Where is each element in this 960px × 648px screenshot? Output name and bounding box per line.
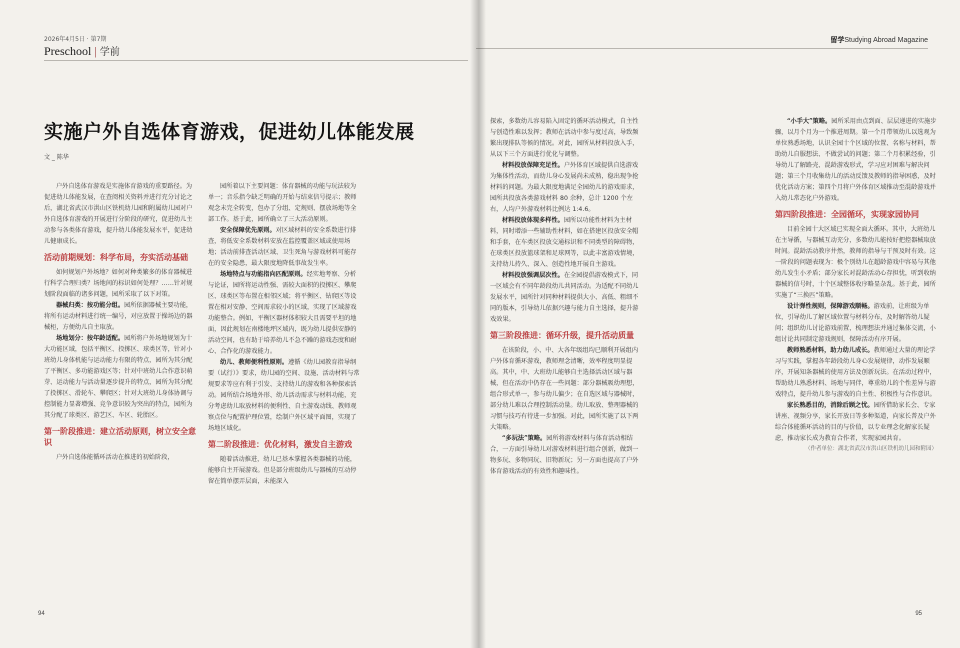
section-heading: 第二阶段推进：优化材料，激发自主游戏	[208, 440, 352, 449]
lead-phrase: 家长熟悉目的，消除后顾之忧。	[787, 402, 874, 409]
lead-phrase: 设计弹性规则，保障游戏顺畅。	[787, 303, 874, 310]
section-english: Preschool	[44, 44, 92, 58]
lead-phrase: 材料投放强调层次性。	[502, 272, 564, 279]
paragraph	[208, 225, 360, 269]
section-heading: 第四阶段推进：全园循环，实现家园协同	[775, 210, 919, 219]
section-chinese: 学前	[99, 47, 120, 58]
left-column-1	[44, 181, 196, 611]
paragraph: 在该阶段，小、中、大各年级组均已顺利开展组内户外体育循环游戏，教师理念清晰，效率程度明显提高。其中，中、大班幼儿能够自主选择活动区域与器械，但在活动中仍存在一些问题：部分器械吸幼理想，组合形式单一，参与幼儿偏少；在自选区域与器械时，部分幼儿难以合理控制活动量。幼儿取放、整理器械的习惯与技巧有待进一步加强。对此，园所实施了以下两大策略。	[490, 347, 639, 431]
paragraph-text: 园所借助家长会、专家讲座、视频分享，家长开放日等多种渠道，向家长普及户外综合体能循环活动的目的与价值，以专业理念化解家长疑虑，推动家长成为教育合作者，实现家园共育。	[775, 402, 936, 442]
paragraph-text: 游戏前，让班级为单位，引导幼儿了解区域位置与材料分布，及时解答幼儿疑问；组织幼儿讨论游戏前置，梳理想法并通过集体交流，小组讨论共同制定游戏规则，保障活动有序开展。	[775, 303, 936, 343]
paragraph: 探索，多数幼儿容易陷入固定的循环活动模式，自主性与创造性难以发挥；教师在活动中参与度过高，导致频繁出现排队等候的情况。对此，园所从材料投放入手，从以下三个方面进行优化与调整。	[490, 118, 639, 158]
paragraph-text: 园所以功能性材料为主材料，同时增添一些辅助性材料，如在搭建区投放安全帽和手套，在车类区投放交通标识和不同类型的障碍物，在球类区投放篮球架和足球网等，以此丰富游戏情境，支持幼儿持久、深入、创造性地开展自主游戏。	[490, 217, 639, 268]
section-header	[44, 43, 120, 59]
section-heading: 第三阶段推进：循环升级，提升活动质量	[490, 331, 634, 340]
paragraph-text: 教师通过大量的理论学习与实践，掌握各年龄段幼儿身心发展规律，动作发展顺序，开展知条器械的使用方法及创新玩法。在活动过程中，帮助幼儿熟悉材料、场地与同伴，尊重幼儿的个性差异与游戏特点，提升幼儿参与游戏的自主性、积极性与合作意识。	[775, 347, 936, 398]
paragraph-text: 园所依据器械主要功能，将所有运动材料进行统一编号，对应放置于操场边的器械柜，方便幼儿自主取放。	[44, 302, 193, 331]
author-line: 文 _ 陈华	[44, 154, 69, 161]
paragraph-text: 对区域材料的安全系数进行排查，将低安全系数材料安放在监控覆盖区域或使用场地；活动前排查活动区域、卫生死角与游戏材料可能存在的安全隐患，最大限度地降低事故发生率。	[208, 227, 357, 267]
article-title: 实施户外自选体育游戏，促进幼儿体能发展	[44, 121, 415, 143]
paragraph	[208, 269, 360, 357]
spine-shadow	[470, 0, 486, 648]
page-number-right: 95	[915, 611, 922, 617]
paragraph-text: 遵循《幼儿园教育指导纲要（试行）》要求，幼儿园的空间、设施、活动材料与常规要求等应有利于引发、支持幼儿的游戏和各种探索活动。园所结合场地外形、幼儿活动需求与材料功能，充分考虑幼儿取放材料的便利性、自主游戏动线、教师观察点位与配置护理位置，绘制户外区域平面图，实现了场地区域化。	[208, 359, 360, 432]
paragraph	[775, 400, 937, 444]
magazine-name-cn: 留学	[830, 37, 845, 44]
magazine-name-en: Studying Abroad Magazine	[844, 37, 928, 44]
magazine-name	[830, 35, 928, 45]
paragraph: 随着活动推进，幼儿已基本掌握各类器械的功能，能够自主开展游戏。但是部分班级幼儿与器械的互动停留在简单摆弄层面，未能深入	[208, 456, 357, 485]
left-column-2	[208, 181, 360, 611]
section-separator: |	[94, 44, 97, 58]
paragraph	[490, 215, 642, 270]
paragraph-text: 园所采用由点到面、层层递进的实施步骤，以月个月为一个推进周期。第一个月带领幼儿以选观为单位熟悉场地，认识全园十个区域的位置、名称与材料，帮助幼儿自服想法、不做尝试的问题；第二个月积累经验，引导幼儿了解路壳、混龄游戏形式，学习应对困难与解决问题；第三个月收集幼儿的活动反馈及教师的指导困惑，及时优化活动方案；第四个月将户外体育区域推动至混龄游戏并入幼儿常态化户外游戏。	[775, 118, 937, 202]
right-column-2	[775, 116, 937, 606]
paragraph: 如何规划户外场地？如何对种类繁多的体育器械进行科学合理归类？场地间的标识如何处理？……针对规划阶段面临的诸多问题，园所采取了以下对策。	[44, 269, 193, 298]
paragraph	[490, 270, 642, 325]
paragraph	[490, 433, 642, 477]
section-heading: 第一阶段推进：建立活动原则，树立安全意识	[44, 427, 196, 447]
lead-phrase: “小手大”策略。	[787, 118, 832, 125]
lead-phrase: 材料投放保障充足性。	[502, 162, 564, 169]
paragraph-text: 在全园提倡游戏模式下，同一区域会有不同年龄段幼儿共同活动。为适配不同幼儿发展水平，园所针对同种材料提供大小、高低、粗细不同的版本，引导幼儿依据兴趣与能力自主选择，提升游戏效果。	[490, 272, 639, 323]
author-affiliation: （作者单位：湖北省武汉市洪山区铁机幼儿园和附园）	[804, 446, 937, 452]
paragraph-text: 园所将游戏材料与体育活动相结合，一方面引导幼儿对游戏材料进行组合创新，做到一物多玩、多物同玩、旧物新玩；另一方面也提高了户外体育游戏活动的有效性和趣味性。	[490, 435, 639, 475]
lead-phrase: 材料投放体现多样性。	[502, 217, 564, 224]
issue-date: 2026年4月5日 · 第7期	[44, 36, 107, 43]
paragraph: 户外自选体育游戏是实施体育游戏的重要路径。为促进幼儿体能发展，在查阅相关资料并进行充分讨论之后，湖北省武汉市洪山区铁机幼儿园和附属幼儿园对户外自选体育游戏的开展进行分阶段的研究，促进幼儿主动参与各类体育游戏，提升幼儿体能发展水平，促进幼儿健康成长。	[44, 183, 193, 245]
paragraph	[775, 301, 937, 345]
paragraph	[208, 357, 360, 434]
paragraph	[44, 333, 196, 421]
paragraph-text: 园所将户外场地规划为十大功能区域，包括平衡区、投掷区、球类区等，针对小班幼儿身体机能与运动能力有限的特点，园所为其分配了平衡区、多功能游戏区等；针对中班幼儿合作意识萌芽、运动能力与活动量逐步提升的特点，园所为其分配了投掷区、滑轮车、攀爬区；针对大班幼儿身体协调与控制能力显著增强、竞争意识较为突出的特点，园所为其分配了球类区、游艺区、车区、轮胎区。	[44, 335, 193, 419]
lead-phrase: 场地特点与功能指向匹配原则。	[220, 271, 307, 278]
right-column-1	[490, 116, 642, 606]
lead-phrase: 场地划分：按年龄适配。	[56, 335, 125, 342]
paragraph	[490, 160, 642, 215]
lead-phrase: “多玩法”策略。	[502, 435, 547, 442]
lead-phrase: 安全保障优先原则。	[220, 227, 276, 234]
page-number-left: 94	[38, 611, 45, 617]
right-page	[476, 0, 960, 648]
paragraph: 户外自选体能循环活动在推进的初始阶段，	[56, 454, 174, 461]
paragraph-text: 户外体育区域提供自选游戏为集体性活动，而幼儿身心发展尚未成熟，稳出现争抢材料的问题。为最大限度地满足全园幼儿的游戏需求，园所共投放各类游戏材料 80 余种，总计 1200 个左右，人均户外游戏材料比例达 1:4.6。	[490, 162, 639, 213]
paragraph	[44, 300, 196, 333]
header-rule	[476, 48, 928, 49]
header-rule	[44, 60, 468, 61]
paragraph	[775, 345, 937, 400]
lead-phrase: 幼儿、教师便利性原则。	[220, 359, 289, 366]
paragraph: 目前全园十大区域已实现全面大循环。其中，大班幼儿在主导循，与器械互动充分，多数幼儿能按好把控器械取放时间。混龄活动教序井然，教师的指导与干预及时有效。这一阶段的问题表现为：极个别幼儿在超龄游戏中容易与其他幼儿发生小矛盾；部分家长对混龄活动心存担忧，听到收纳器械的信号时，十个区域整体收序略显杂乱。基于此，园所实施了“三换匹”策略。	[775, 226, 936, 299]
section-heading: 活动前期规划：科学布局，夯实活动基础	[44, 253, 188, 262]
paragraph: 园所着以下主要问题：体育器械的功能与玩法较为单一；音乐指令缺乏明确的开始与结束信号提示；教师观念未完全转变，包办了分组、定规则、摆放场地等全部工作。基于此，园所确立了三大活动原则。	[208, 183, 357, 223]
paragraph	[775, 116, 937, 204]
paragraph-text: 经实地考察、分析与论证，园所将运动性强、需较大面积的投掷区、攀爬区、球类区等布置在相邻区域；将平衡区、钻爬区等设置在相对安静、空间需求较小的区域，实现了区域游戏功能整合。例如，平衡区器材体积较大且需要平坦的地面，因此规划在南楼地坪区域内，既为幼儿提供安静的活动空间，也有助于培养幼儿不急不躁的游戏态度和耐心、合作化的游戏能力。	[208, 271, 357, 355]
left-page	[0, 0, 476, 648]
lead-phrase: 器械归类：按功能分组。	[56, 302, 125, 309]
lead-phrase: 教师熟悉材料，助力幼儿成长。	[787, 347, 874, 354]
